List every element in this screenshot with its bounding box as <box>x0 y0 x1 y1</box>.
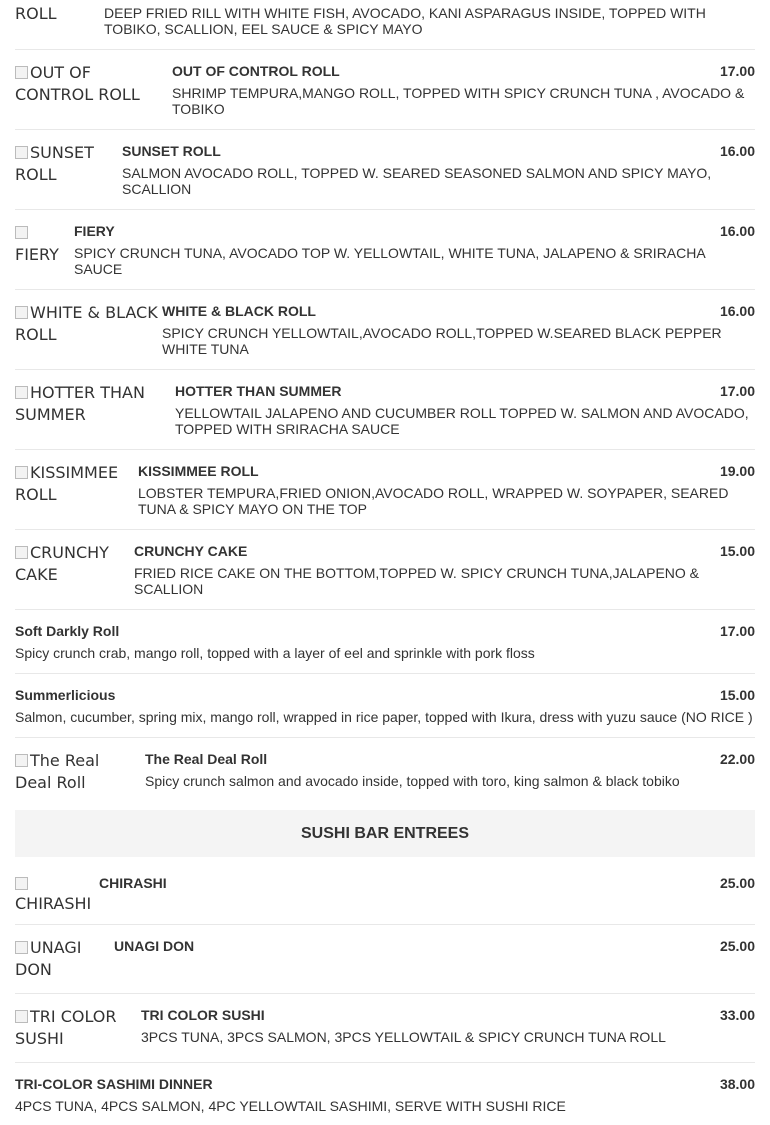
item-name: CRUNCHY CAKE <box>134 543 248 559</box>
item-price: 15.00 <box>719 687 755 703</box>
item-price: 22.00 <box>719 751 755 767</box>
item-price: 33.00 <box>719 1007 755 1023</box>
menu-item-row[interactable] <box>15 209 755 290</box>
item-image: HOTTER THAN SUMMER <box>15 383 145 424</box>
item-price: 25.00 <box>719 875 755 891</box>
menu-item-row[interactable] <box>15 737 755 807</box>
item-price: 17.00 <box>719 63 755 79</box>
item-price: 38.00 <box>719 1076 755 1092</box>
item-name: Soft Darkly Roll <box>15 623 120 639</box>
item-name: OUT OF CONTROL ROLL <box>172 63 340 79</box>
item-name: WHITE & BLACK ROLL <box>162 303 316 319</box>
item-price: 17.00 <box>719 623 755 639</box>
item-image: TRI COLOR SUSHI <box>15 1007 117 1048</box>
menu-item-row[interactable] <box>15 529 755 610</box>
item-description: SALMON AVOCADO ROLL, TOPPED W. SEARED SEASONED SALMON AND SPICY MAYO, SCALLION <box>122 165 712 197</box>
item-description: YELLOWTAIL JALAPENO AND CUCUMBER ROLL TOPPED W. SALMON AND AVOCADO, TOPPED WITH SRIRACHA SAUCE <box>175 405 749 437</box>
item-description: LOBSTER TEMPURA,FRIED ONION,AVOCADO ROLL, WRAPPED W. SOYPAPER, SEARED TUNA & SPICY MAYO ON THE TOP <box>138 485 729 517</box>
item-name: TRI-COLOR SASHIMI DINNER <box>15 1076 213 1092</box>
item-description: 4PCS TUNA, 4PCS SALMON, 4PC YELLOWTAIL SASHIMI, SERVE WITH SUSHI RICE <box>15 1098 566 1114</box>
item-description: SPICY CRUNCH TUNA, AVOCADO TOP W. YELLOWTAIL, WHITE TUNA, JALAPENO & SRIRACHA SAUCE <box>74 245 705 277</box>
item-price: 16.00 <box>719 223 755 239</box>
menu-item-row[interactable] <box>15 673 755 738</box>
item-name: FIERY <box>74 223 115 239</box>
item-image: ROLL <box>15 4 57 23</box>
item-image: UNAGI DON <box>15 938 82 979</box>
item-image: CRUNCHY CAKE <box>15 543 109 584</box>
section-heading: SUSHI BAR ENTREES <box>15 810 755 857</box>
item-price: 17.00 <box>719 383 755 399</box>
item-name: CHIRASHI <box>99 875 167 891</box>
menu-item-row[interactable] <box>15 129 755 210</box>
item-description: Spicy crunch crab, mango roll, topped with a layer of eel and sprinkle with pork floss <box>15 645 535 661</box>
menu-item-row[interactable] <box>15 289 755 370</box>
item-description: Spicy crunch salmon and avocado inside, topped with toro, king salmon & black tobiko <box>145 773 680 789</box>
item-price: 16.00 <box>719 143 755 159</box>
item-image: FIERY <box>15 222 65 266</box>
item-name: UNAGI DON <box>114 938 195 954</box>
item-name: KISSIMMEE ROLL <box>138 463 259 479</box>
menu-item-row[interactable] <box>15 49 755 130</box>
item-price: 16.00 <box>719 303 755 319</box>
item-image: CHIRASHI <box>15 874 90 914</box>
item-name: The Real Deal Roll <box>145 751 268 767</box>
item-description: DEEP FRIED RILL WITH WHITE FISH, AVOCADO, KANI ASPARAGUS INSIDE, TOPPED WITH TOBIKO, SCALLION, EEL SAUCE & SPICY MAYO <box>104 5 706 37</box>
item-image: OUT OF CONTROL ROLL <box>15 63 140 104</box>
item-description: 3PCS TUNA, 3PCS SALMON, 3PCS YELLOWTAIL & SPICY CRUNCH TUNA ROLL <box>141 1029 666 1045</box>
item-name: SUNSET ROLL <box>122 143 221 159</box>
item-description: FRIED RICE CAKE ON THE BOTTOM,TOPPED W. SPICY CRUNCH TUNA,JALAPENO & SCALLION <box>134 565 700 597</box>
item-image: The Real Deal Roll <box>15 751 100 792</box>
item-description: SPICY CRUNCH YELLOWTAIL,AVOCADO ROLL,TOPPED W.SEARED BLACK PEPPER WHITE TUNA <box>162 325 722 357</box>
item-image: KISSIMMEE ROLL <box>15 463 119 504</box>
item-name: TRI COLOR SUSHI <box>141 1007 265 1023</box>
menu-item-row[interactable] <box>15 924 755 994</box>
menu-item-row[interactable] <box>15 861 755 925</box>
item-price: 25.00 <box>719 938 755 954</box>
item-price: 19.00 <box>719 463 755 479</box>
item-name: Summerlicious <box>15 687 116 703</box>
menu-item-row[interactable] <box>15 1062 755 1124</box>
item-description: Salmon, cucumber, spring mix, mango roll, wrapped in rice paper, topped with Ikura, dress with yuzu sauce (NO RICE ) <box>15 709 753 725</box>
item-price: 15.00 <box>719 543 755 559</box>
item-image: SUNSET ROLL <box>15 143 94 184</box>
menu-item-row[interactable] <box>15 609 755 674</box>
item-image: WHITE & BLACK ROLL <box>15 303 158 344</box>
menu-item-row[interactable] <box>15 369 755 450</box>
menu-item-row[interactable] <box>15 0 755 50</box>
menu-item-row[interactable] <box>15 993 755 1063</box>
item-name: HOTTER THAN SUMMER <box>175 383 342 399</box>
item-description: SHRIMP TEMPURA,MANGO ROLL, TOPPED WITH SPICY CRUNCH TUNA , AVOCADO & TOBIKO <box>172 85 745 117</box>
menu-item-row[interactable] <box>15 449 755 530</box>
